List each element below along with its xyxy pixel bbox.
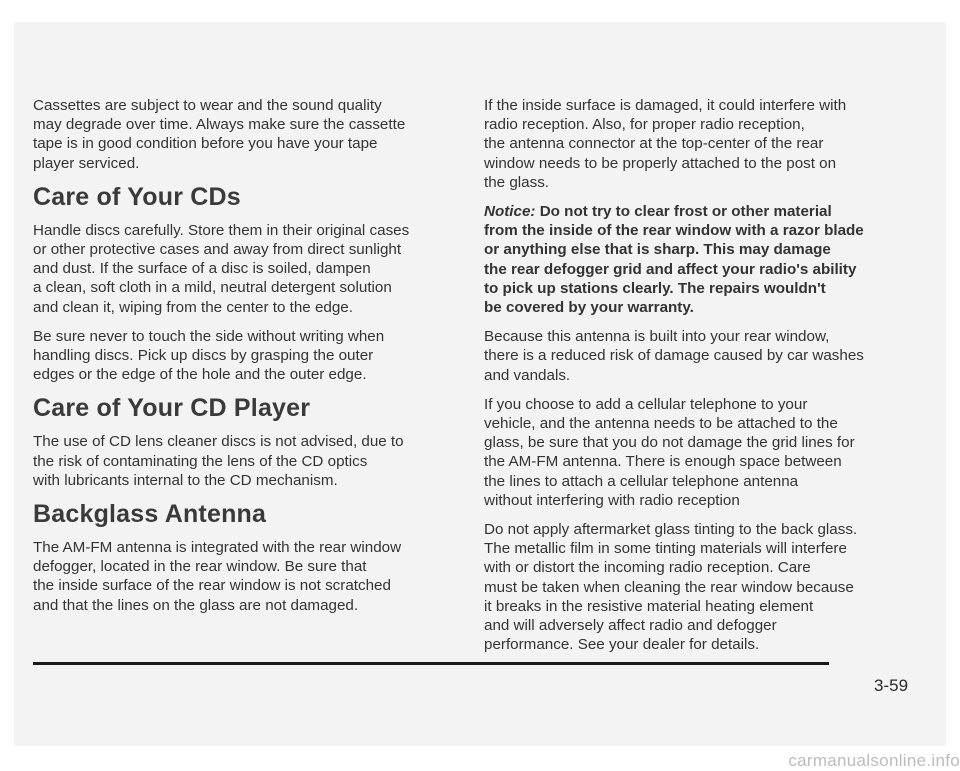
cds-touch-paragraph: Be sure never to touch the side without writing when handling discs. Pick up discs by grasping the outer edges or the edge of the hole and the outer edge. <box>33 327 385 384</box>
glass-tinting-paragraph: Do not apply aftermarket glass tinting to the back glass. The metallic film in some tinting materials will interfere with or distort the incoming radio reception. Care must be taken when cleaning the rear window because it breaks in the resistive material heating element and will adversely affect radio and defogger performance. See your dealer for details. <box>484 521 858 654</box>
cds-handling-paragraph: Handle discs carefully. Store them in their original cases or other protective cases and away from direct sunlight and dust. If the surface of a disc is soiled, dampen a clean, soft cloth in a mild, neutral detergent solution and clean it, wiping from the center to the edge. <box>33 221 410 316</box>
notice-label: Notice: <box>484 203 536 221</box>
notice-block <box>484 202 919 317</box>
cellular-telephone-paragraph: If you choose to add a cellular telephone to your vehicle, and the antenna needs to be attached to the glass, be sure that you do not damage the grid lines for the AM-FM antenna. There is enough space between the lines to attach a cellular telephone antenna without interfering with radio reception <box>484 395 855 509</box>
care-of-cd-player-heading: Care of Your CD Player <box>33 394 311 423</box>
notice-text: Do not try to clear frost or other material from the inside of the rear window with a razor blade or anything else that is sharp. This may damage the rear defogger grid and affect your radio's ability to pick up stations clearly. The repairs wouldn't be covered by your warranty. <box>484 203 864 317</box>
cd-player-paragraph: The use of CD lens cleaner discs is not advised, due to the risk of contaminating the lens of the CD optics with lubricants internal to the CD mechanism. <box>33 433 404 489</box>
surface-damage-paragraph: If the inside surface is damaged, it could interfere with radio reception. Also, for proper radio reception, the antenna connector at the top-center of the rear window needs to be properly attached to the post on the glass. <box>484 97 847 191</box>
watermark-link[interactable]: carmanualsonline.info <box>788 751 960 770</box>
antenna-paragraph: The AM-FM antenna is integrated with the rear window defogger, located in the rear window. Be sure that the inside surface of the rear window is not scratched and that the lines on the glass are not damaged. <box>33 539 402 614</box>
backglass-antenna-heading: Backglass Antenna <box>33 500 267 529</box>
care-of-cds-heading: Care of Your CDs <box>33 182 241 211</box>
footer-rule <box>33 662 829 665</box>
cassette-intro-paragraph: Cassettes are subject to wear and the sound quality may degrade over time. Always make sure the cassette tape is in good condition before you have your tape player serviced. <box>33 97 406 172</box>
page-number: 3-59 <box>874 676 909 695</box>
left-column <box>33 96 458 625</box>
right-column <box>484 96 919 664</box>
built-in-antenna-paragraph: Because this antenna is built into your rear window, there is a reduced risk of damage caused by car washes and vandals. <box>484 328 864 384</box>
